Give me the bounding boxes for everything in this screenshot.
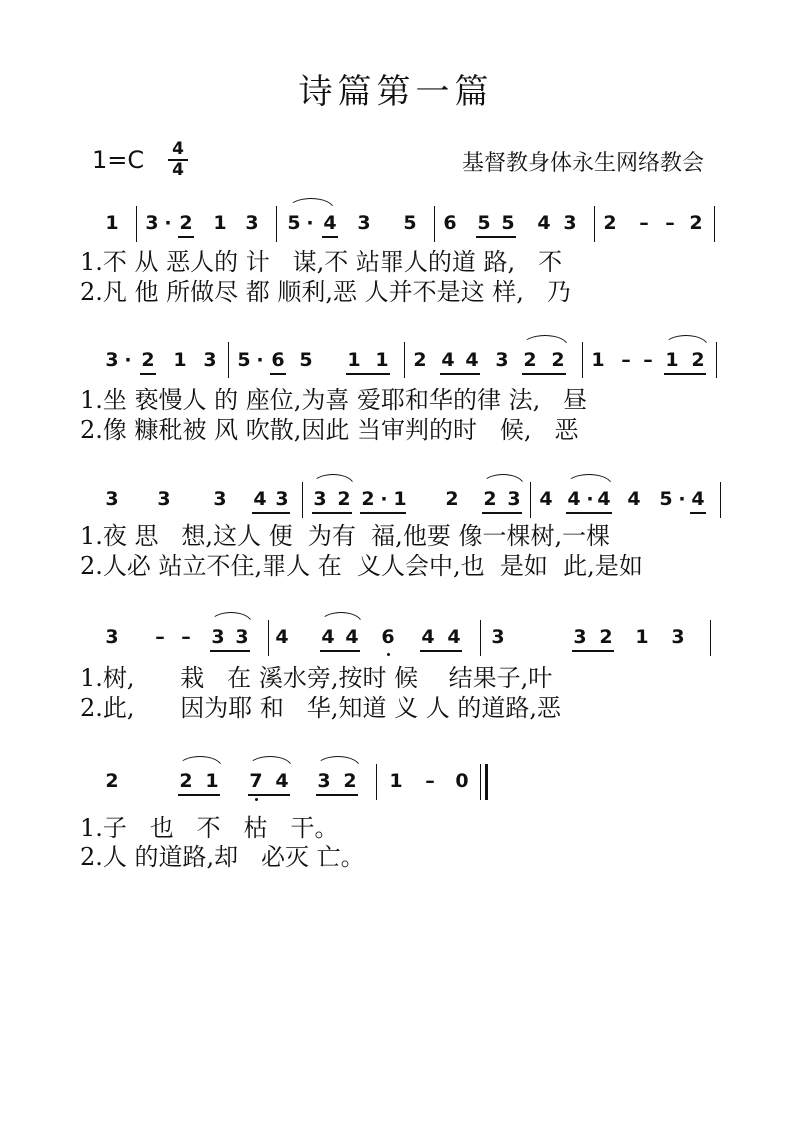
note: 6 xyxy=(443,212,457,234)
note: 5 xyxy=(287,212,301,234)
barline xyxy=(404,342,405,378)
source-credit: 基督教身体永生网络教会 xyxy=(461,151,704,176)
note: 3 xyxy=(245,212,259,234)
dash: – xyxy=(425,770,435,792)
note: 1 xyxy=(591,349,605,371)
underline xyxy=(360,512,406,514)
note: 4 xyxy=(627,488,641,510)
dash: – xyxy=(665,212,675,234)
note-dot: · xyxy=(164,212,172,234)
note: 2 xyxy=(179,212,193,234)
lyric-verse-1: 1.夜 思 想,这人 便 为有 福,他要 像一棵树,一棵 xyxy=(80,522,611,550)
dash: – xyxy=(155,626,165,648)
note: 2 xyxy=(691,349,705,371)
underline xyxy=(690,512,706,514)
note: 1 xyxy=(173,349,187,371)
underline xyxy=(440,373,480,375)
note: 2 xyxy=(413,349,427,371)
page-title: 诗篇第一篇 xyxy=(298,72,494,112)
underline xyxy=(140,373,156,375)
note: 1 xyxy=(375,349,389,371)
note: 2 xyxy=(179,770,193,792)
note: 2 xyxy=(603,212,617,234)
barline xyxy=(136,206,137,242)
note-dot: · xyxy=(306,212,314,234)
note: 2 xyxy=(337,488,351,510)
underline xyxy=(664,373,706,375)
note: 4 xyxy=(567,488,581,510)
note: 3 xyxy=(213,488,227,510)
note: 3 xyxy=(491,626,505,648)
note: 3 xyxy=(235,626,249,648)
note: 3 xyxy=(563,212,577,234)
note: 5 xyxy=(659,488,673,510)
underline xyxy=(566,512,612,514)
note: 4 xyxy=(691,488,705,510)
note: 5 xyxy=(501,212,515,234)
slur xyxy=(320,612,362,623)
underline xyxy=(522,373,566,375)
underline xyxy=(476,236,516,238)
final-barline-thin xyxy=(480,764,481,800)
note: 1 xyxy=(665,349,679,371)
final-barline-thick xyxy=(485,764,488,800)
barline xyxy=(376,764,377,800)
underline xyxy=(482,512,522,514)
note: 3 xyxy=(203,349,217,371)
note: 2 xyxy=(483,488,497,510)
underline xyxy=(420,650,462,652)
underline xyxy=(178,236,194,238)
underline xyxy=(320,650,360,652)
lyric-verse-2: 2.像 糠秕被 风 吹散,因此 当审判的时 候, 恶 xyxy=(80,416,579,444)
underline xyxy=(572,650,614,652)
slur xyxy=(248,756,292,767)
note-dot: · xyxy=(586,488,594,510)
note: 1 xyxy=(205,770,219,792)
note: 3 xyxy=(105,349,119,371)
note: 1 xyxy=(347,349,361,371)
note-dot: · xyxy=(678,488,686,510)
slur xyxy=(566,474,612,485)
note: 4 xyxy=(537,212,551,234)
time-signature-bottom: 4 xyxy=(172,160,184,180)
dash: – xyxy=(643,349,653,371)
note: 2 xyxy=(689,212,703,234)
barline xyxy=(594,206,595,242)
slur xyxy=(482,474,524,485)
barline xyxy=(268,620,269,656)
note: 7 xyxy=(249,770,263,792)
slur xyxy=(316,756,360,767)
note: 3 xyxy=(157,488,171,510)
lyric-verse-2: 2.人 的道路,却 必灭 亡。 xyxy=(80,843,365,871)
underline xyxy=(210,650,250,652)
note-dot: · xyxy=(256,349,264,371)
lyric-verse-2: 2.人必 站立不住,罪人 在 义人会中,也 是如 此,是如 xyxy=(80,552,643,580)
underline xyxy=(252,512,290,514)
note: 3 xyxy=(317,770,331,792)
barline xyxy=(720,482,721,518)
note: 3 xyxy=(105,626,119,648)
note: 3 xyxy=(671,626,685,648)
note: 2 xyxy=(445,488,459,510)
lyric-verse-1: 1.子 也 不 枯 干。 xyxy=(80,814,339,842)
lower-octave-dot xyxy=(387,653,390,656)
note: 1 xyxy=(389,770,403,792)
underline xyxy=(270,373,286,375)
note: 6 xyxy=(381,626,395,648)
note: 4 xyxy=(465,349,479,371)
barline xyxy=(480,620,481,656)
underline xyxy=(346,373,390,375)
note: 4 xyxy=(441,349,455,371)
note: 3 xyxy=(145,212,159,234)
note: 6 xyxy=(271,349,285,371)
note: 0 xyxy=(455,770,469,792)
note: 5 xyxy=(299,349,313,371)
barline xyxy=(710,620,711,656)
note: 2 xyxy=(105,770,119,792)
barline xyxy=(434,206,435,242)
note: 2 xyxy=(343,770,357,792)
lyric-verse-2: 2.此, 因为耶 和 华,知道 义 人 的道路,恶 xyxy=(80,694,561,722)
note: 2 xyxy=(551,349,565,371)
lyric-verse-1: 1.树, 栽 在 溪水旁,按时 候 结果子,叶 xyxy=(80,664,553,692)
note: 2 xyxy=(599,626,613,648)
slur xyxy=(210,612,252,623)
note: 4 xyxy=(253,488,267,510)
note: 1 xyxy=(393,488,407,510)
note: 3 xyxy=(313,488,327,510)
note: 3 xyxy=(573,626,587,648)
slur xyxy=(178,756,222,767)
note: 4 xyxy=(421,626,435,648)
note: 2 xyxy=(361,488,375,510)
note: 1 xyxy=(213,212,227,234)
lyric-verse-1: 1.不 从 恶人的 计 谋,不 站罪人的道 路, 不 xyxy=(80,248,563,276)
time-signature xyxy=(168,141,188,179)
note: 4 xyxy=(597,488,611,510)
note: 5 xyxy=(403,212,417,234)
underline xyxy=(322,236,338,238)
slur xyxy=(312,474,354,485)
barline xyxy=(302,482,303,518)
barline xyxy=(714,206,715,242)
note: 3 xyxy=(495,349,509,371)
note: 4 xyxy=(539,488,553,510)
barline xyxy=(716,342,717,378)
dash: – xyxy=(181,626,191,648)
key-signature: 1=C xyxy=(92,146,145,174)
dash: – xyxy=(621,349,631,371)
note: 5 xyxy=(477,212,491,234)
lower-octave-dot xyxy=(255,798,258,801)
note-dot: · xyxy=(380,488,388,510)
note-dot: · xyxy=(124,349,132,371)
barline xyxy=(530,482,531,518)
barline xyxy=(582,342,583,378)
underline xyxy=(178,794,220,796)
note: 2 xyxy=(141,349,155,371)
note: 4 xyxy=(275,626,289,648)
note: 4 xyxy=(275,770,289,792)
lyric-verse-2: 2.凡 他 所做尽 都 顺利,恶 人并不是这 样, 乃 xyxy=(80,278,571,306)
barline xyxy=(276,206,277,242)
underline xyxy=(312,512,352,514)
note: 1 xyxy=(105,212,119,234)
note: 1 xyxy=(635,626,649,648)
time-signature-top: 4 xyxy=(172,139,184,159)
note: 3 xyxy=(357,212,371,234)
note: 4 xyxy=(447,626,461,648)
slur xyxy=(288,198,334,209)
note: 4 xyxy=(323,212,337,234)
underline xyxy=(248,794,290,796)
note: 4 xyxy=(345,626,359,648)
note: 3 xyxy=(507,488,521,510)
slur xyxy=(522,335,568,346)
barline xyxy=(228,342,229,378)
underline xyxy=(316,794,358,796)
dash: – xyxy=(639,212,649,234)
note: 3 xyxy=(211,626,225,648)
slur xyxy=(664,335,708,346)
note: 3 xyxy=(105,488,119,510)
note: 4 xyxy=(321,626,335,648)
note: 5 xyxy=(237,349,251,371)
note: 2 xyxy=(523,349,537,371)
note: 3 xyxy=(275,488,289,510)
lyric-verse-1: 1.坐 亵慢人 的 座位,为喜 爱耶和华的律 法, 昼 xyxy=(80,386,588,414)
